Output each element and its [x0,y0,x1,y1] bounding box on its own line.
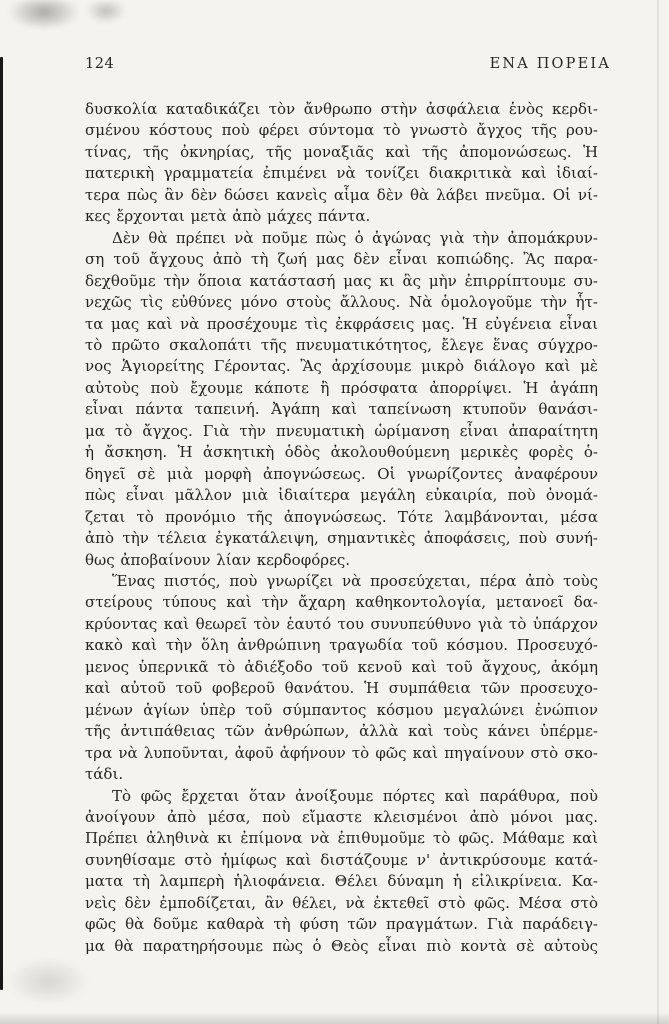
text-block [85,99,598,957]
text-line: αὐτοὺς ποὺ ἔχουμε κάποτε ἢ πρόσφατα ἀπορρίψει. Ἡ ἀγάπη [85,378,598,397]
text-line: μενος ὑπερνικᾶ τὸ ἀδιέξοδο τοῦ κενοῦ καὶ τοῦ ἄγχους, ἀκόμη [85,657,598,676]
text-line: νος Ἁγιορείτης Γέροντας. Ἂς ἀρχίσουμε μικρὸ διάλογο καὶ μὲ [85,357,598,376]
text-line: συνηθίσαμε στὸ ἡμίφως καὶ διστάζουμε ν' ἀντικρύσουμε κατά- [85,850,598,869]
text-line: σμένου κόστους ποὺ φέρει σύντομα τὸ γνωστὸ ἄγχος τῆς ρου- [85,121,598,140]
text-line: Δὲν θὰ πρέπει νὰ ποῦμε πὼς ὁ ἀγώνας γιὰ τὴν ἀπομάκρυν- [112,228,598,247]
text-line: ση τοῦ ἄγχους ἀπὸ τὴ ζωή μας δὲν εἶναι κοπιώδης. Ἂς παρα- [85,250,598,269]
text-line: μα θὰ παρατηρήσουμε πὼς ὁ Θεὸς εἶναι πιὸ κοντὰ σὲ αὐτοὺς [85,936,598,955]
text-line: δηγεῖ σὲ μιὰ μορφὴ ἀπογνώσεως. Οἱ γνωρίζοντες ἀναφέρουν [85,464,598,483]
scan-smudge-top-left [8,0,80,30]
text-line: δυσκολία καταδικάζει τὸν ἄνθρωπο στὴν ἀσφάλεια ἑνὸς κερδι- [85,100,598,118]
text-line: μα τὸ ἄγχος. Γιὰ τὴν πνευματικὴ ὡρίμανση εἶναι ἀπαραίτητη [85,421,598,440]
text-line: ζεται τὸ προνόμιο τῆς ἀπογνώσεως. Τότε λαμβάνονται, μέσα [85,507,598,526]
text-line: Ἕνας πιστός, ποὺ γνωρίζει νὰ προσεύχεται, πέρα ἀπὸ τοὺς [112,571,598,590]
running-title: ΕΝΑ ΠΟΡΕΙΑ [489,56,611,72]
text-line: πατερικὴ γραμματεία ἐπιμένει νὰ τονίζει διακριτικὰ καὶ ἰδιαί- [85,164,598,183]
text-line: δεχθοῦμε τὴν ὅποια κατάστασή μας κι ἂς μὴν ἐπιρρίπτουμε συ- [85,271,598,290]
text-line: τῆς ἀντιπάθειας τῶν ἀνθρώπων, ἀλλὰ καὶ τοὺς κάνει ὑπέρμε- [85,722,598,741]
text-line: τερα πὼς ἂν δὲν δώσει κανεὶς αἷμα δὲν θὰ λάβει πνεῦμα. Οἱ νί- [85,185,598,204]
text-line: τα μας καὶ νὰ προσέχουμε τὶς ἐκφράσεις μας. Ἡ εὐγένεια εἶναι [85,314,598,333]
page-header [85,56,611,72]
scan-edge-left-bar [0,57,3,990]
text-line: μένων ἁγίων ὑπὲρ τοῦ σύμπαντος κόσμου μεγαλώνει ἐνώπιον [85,700,598,719]
text-line: ματα τὴ λαμπερὴ ἡλιοφάνεια. Θέλει δύναμη ἡ εἰλικρίνεια. Κα- [85,872,598,891]
text-line: ἀνοίγουν ἀπὸ μέσα, ποὺ εἴμαστε κλεισμένοι ἀπὸ μόνοι μας. [85,807,598,826]
text-line: καὶ αὐτοῦ τοῦ φοβεροῦ θανάτου. Ἡ συμπάθεια τῶν προσευχο- [85,679,598,698]
text-line: τρα νὰ λυποῦνται, ἀφοῦ ἀφήνουν τὸ φῶς καὶ πηγαίνουν στὸ σκο- [85,743,598,762]
scan-smudge-bottom-left [8,958,88,1004]
scan-smudge-top-left-2 [86,2,126,24]
text-line: Πρέπει ἀληθινὰ κι ἐπίμονα νὰ ἐπιθυμοῦμε τὸ φῶς. Μάθαμε καὶ [85,829,598,848]
text-line: τὸ πρῶτο σκαλοπάτι τῆς πνευματικότητος, ἔλεγε ἕνας σύγχρο- [85,335,598,354]
text-line: πὼς εἶναι μᾶλλον μιὰ ἰδιαίτερα μεγάλη εὐκαιρία, ποὺ ὀνομά- [85,486,598,505]
text-line: ἀπὸ τὴν τέλεια ἐγκατάλειψη, σημαντικὲς ἀποφάσεις, ποὺ συνή- [85,529,598,548]
text-line: νεὶς δὲν ἐμποδίζεται, ἂν θέλει, νὰ ἐκτεθεῖ στὸ φῶς. Μέσα στὸ [85,893,598,912]
text-line: φῶς θὰ δοῦμε καθαρὰ τὴ φύση τῶν πραγμάτων. Γιὰ παράδειγ- [85,915,598,934]
text-line: νεχῶς τὶς εὐθύνες μόνο στοὺς ἄλλους. Νὰ ὁμολογοῦμε τὴν ἧτ- [85,293,598,312]
page-number: 124 [85,56,115,72]
text-line: θως ἀποβαίνουν λίαν κερδοφόρες. [85,550,351,569]
scan-edge-right-line [657,0,659,1024]
scan-edge-bottom-shadow [0,1012,669,1024]
text-line: στείρους τύπους καὶ τὴν ἄχαρη καθηκοντολογία, μετανοεῖ δα- [85,593,598,612]
text-line: κακὸ καὶ τὴν ὅλη ἀνθρώπινη τραγωδία τοῦ κόσμου. Προσευχό- [85,636,598,655]
text-line: τίνας, τῆς ὀκνηρίας, τῆς μοναξιᾶς καὶ τῆς ἀπομονώσεως. Ἡ [85,142,598,161]
text-line: εἶναι πάντα ταπεινή. Ἀγάπη καὶ ταπείνωση κτυποῦν θανάσι- [85,400,598,419]
text-line: κες ἔρχονται μετὰ ἀπὸ μάχες πάντα. [85,207,371,226]
text-line: τάδι. [85,765,124,784]
text-line: ἡ ἄσκηση. Ἡ ἀσκητικὴ ὁδὸς ἀκολουθούμενη μερικὲς φορὲς ὁ- [85,443,598,462]
text-line: Τὸ φῶς ἔρχεται ὅταν ἀνοίξουμε πόρτες καὶ παράθυρα, ποὺ [112,786,598,805]
text-line: κρύοντας καὶ θεωρεῖ τὸν ἑαυτό του συνυπεύθυνο γιὰ τὸ ὑπάρχον [85,614,598,633]
